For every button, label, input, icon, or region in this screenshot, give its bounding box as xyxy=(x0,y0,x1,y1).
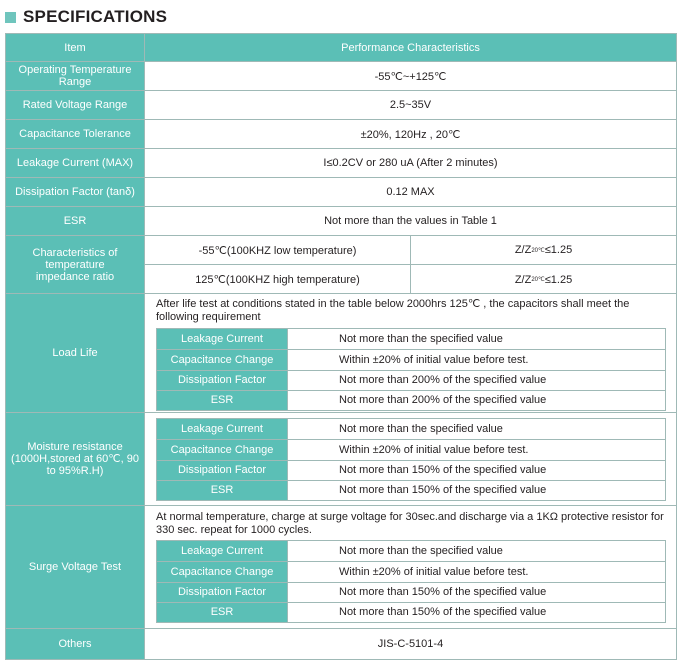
value-esr: Not more than the values in Table 1 xyxy=(144,207,676,235)
impedance-low-condition: -55℃(100KHZ low temperature) xyxy=(145,236,411,264)
table-row xyxy=(157,349,665,369)
table-row xyxy=(157,561,665,581)
impedance-low-ratio: Z/Z 20℃ ≤1.25 xyxy=(514,244,573,256)
load-life-note: After life test at conditions stated in the table below 2000hrs 125℃ , the capacitors shall meet the following requirement xyxy=(156,298,630,323)
subtable-value: Not more than the specified value xyxy=(287,329,665,349)
label-rated-voltage: Rated Voltage Range xyxy=(6,91,144,119)
row-moisture-resistance xyxy=(6,412,676,505)
table-row xyxy=(157,460,665,480)
surge-subtable xyxy=(156,540,666,623)
subtable-value: Not more than 150% of the specified value xyxy=(287,461,665,480)
table-row xyxy=(157,419,665,439)
subtable-key: Capacitance Change xyxy=(157,562,287,581)
header-item: Item xyxy=(6,34,144,61)
header-performance: Performance Characteristics xyxy=(144,34,676,61)
value-others: JIS-C-5101-4 xyxy=(144,629,676,659)
impedance-row-low xyxy=(144,236,676,265)
subtable-key: Leakage Current xyxy=(157,541,287,561)
row-surge-voltage-test xyxy=(6,505,676,628)
subtable-value: Not more than the specified value xyxy=(287,419,665,439)
table-row xyxy=(157,602,665,622)
row-capacitance-tolerance xyxy=(6,119,676,148)
row-impedance-ratio xyxy=(6,235,676,293)
subtable-key: Leakage Current xyxy=(157,419,287,439)
table-row xyxy=(157,480,665,500)
label-leakage-current: Leakage Current (MAX) xyxy=(6,149,144,177)
row-others xyxy=(6,628,676,659)
subtable-key: Dissipation Factor xyxy=(157,461,287,480)
section-title: SPECIFICATIONS xyxy=(23,7,168,26)
subtable-value: Not more than 150% of the specified value xyxy=(287,583,665,602)
subtable-value: Not more than 150% of the specified value xyxy=(287,481,665,500)
impedance-row-high xyxy=(144,265,676,294)
value-operating-temperature: -55℃~+125℃ xyxy=(144,62,676,90)
label-capacitance-tolerance: Capacitance Tolerance xyxy=(6,120,144,148)
label-dissipation-factor: Dissipation Factor (tanδ) xyxy=(6,178,144,206)
subtable-key: Dissipation Factor xyxy=(157,583,287,602)
table-row xyxy=(157,390,665,410)
subtable-key: ESR xyxy=(157,391,287,410)
table-row xyxy=(157,541,665,561)
subtable-key: Leakage Current xyxy=(157,329,287,349)
section-heading xyxy=(5,6,167,28)
heading-square-icon xyxy=(5,12,16,23)
subtable-value: Within ±20% of initial value before test. xyxy=(287,440,665,459)
table-row xyxy=(157,370,665,390)
row-esr xyxy=(6,206,676,235)
subtable-key: Capacitance Change xyxy=(157,440,287,459)
specifications-table xyxy=(5,33,677,660)
subtable-value: Not more than 150% of the specified value xyxy=(287,603,665,622)
value-leakage-current: I≤0.2CV or 280 uA (After 2 minutes) xyxy=(144,149,676,177)
label-moisture-resistance: Moisture resistance (1000H,stored at 60℃, 90 to 95%R.H) xyxy=(6,413,144,505)
row-rated-voltage xyxy=(6,90,676,119)
subtable-key: Dissipation Factor xyxy=(157,371,287,390)
subtable-key: ESR xyxy=(157,603,287,622)
label-operating-temperature: Operating Temperature Range xyxy=(6,62,144,90)
row-leakage-current xyxy=(6,148,676,177)
subtable-key: ESR xyxy=(157,481,287,500)
label-load-life: Load Life xyxy=(6,294,144,412)
label-impedance-ratio: Characteristics of temperature impedance ratio xyxy=(6,236,144,293)
row-load-life xyxy=(6,293,676,412)
table-row xyxy=(157,582,665,602)
table-header-row xyxy=(6,34,676,61)
label-surge-voltage-test: Surge Voltage Test xyxy=(6,506,144,628)
row-dissipation-factor xyxy=(6,177,676,206)
surge-note: At normal temperature, charge at surge voltage for 30sec.and discharge via a 1KΩ protective resistor for 330 sec. repeat for 1000 cycles. xyxy=(156,511,664,536)
subtable-value: Not more than 200% of the specified value xyxy=(287,391,665,410)
subtable-value: Within ±20% of initial value before test. xyxy=(287,350,665,369)
value-capacitance-tolerance: ±20%, 120Hz , 20℃ xyxy=(144,120,676,148)
row-operating-temperature xyxy=(6,61,676,90)
load-life-subtable xyxy=(156,328,666,411)
subtable-value: Not more than the specified value xyxy=(287,541,665,561)
value-dissipation-factor: 0.12 MAX xyxy=(144,178,676,206)
table-row xyxy=(157,329,665,349)
label-esr: ESR xyxy=(6,207,144,235)
impedance-high-condition: 125℃(100KHZ high temperature) xyxy=(145,265,411,294)
subtable-value: Not more than 200% of the specified value xyxy=(287,371,665,390)
table-row xyxy=(157,439,665,459)
subtable-key: Capacitance Change xyxy=(157,350,287,369)
label-others: Others xyxy=(6,629,144,659)
moisture-subtable xyxy=(156,418,666,501)
impedance-high-ratio: Z/Z 20℃ ≤1.25 xyxy=(514,273,573,286)
value-rated-voltage: 2.5~35V xyxy=(144,91,676,119)
subtable-value: Within ±20% of initial value before test. xyxy=(287,562,665,581)
